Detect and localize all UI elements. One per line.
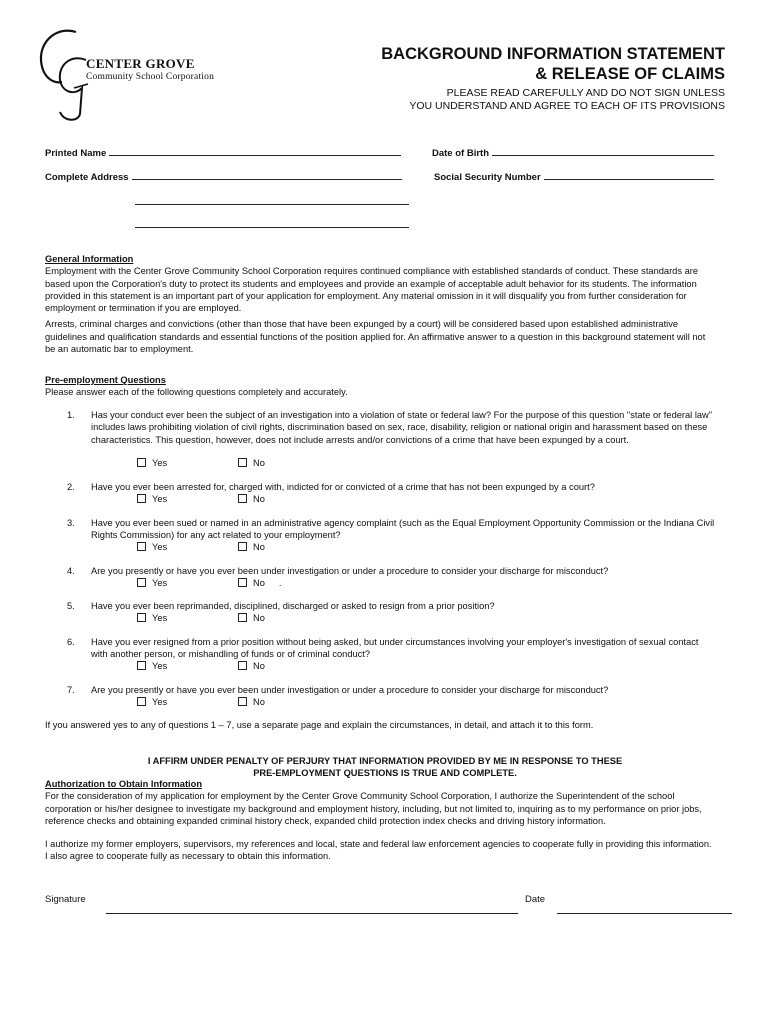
- no-label: No: [253, 458, 265, 468]
- question-number: 4.: [67, 566, 75, 576]
- preemployment-section: [45, 374, 715, 399]
- checkbox[interactable]: [137, 494, 146, 503]
- authorization-section: [45, 778, 715, 863]
- q4-no-suffix: .: [278, 578, 282, 588]
- address-line-2[interactable]: [135, 204, 409, 205]
- question-number: 7.: [67, 685, 75, 695]
- general-para-2: Arrests, criminal charges and convictions (other than those that have been expunged by a court) will be considered based upon established administrative guidelines and qualification standards and essential functions of the position applied for. An affirmative answer to a question in this background statement will not be an automatic bar to employment.: [45, 319, 706, 355]
- org-name: CENTER GROVE: [86, 56, 195, 71]
- q7-no-option[interactable]: [238, 696, 265, 708]
- general-heading: General Information: [45, 254, 134, 264]
- checkbox[interactable]: [137, 613, 146, 622]
- checkbox[interactable]: [238, 542, 247, 551]
- affirmation-statement: [45, 755, 725, 780]
- signature-line[interactable]: [106, 913, 518, 914]
- checkbox[interactable]: [238, 458, 247, 467]
- question-text: Are you presently or have you ever been under investigation or under a procedure to consider your discharge for misconduct?: [91, 566, 609, 576]
- address-line-1[interactable]: [132, 170, 402, 180]
- q4-yes-option[interactable]: [137, 577, 167, 589]
- checkbox[interactable]: [238, 661, 247, 670]
- q4-no-option[interactable]: [238, 577, 281, 589]
- yes-label: Yes: [152, 458, 168, 468]
- notice-line-1: PLEASE READ CAREFULLY AND DO NOT SIGN UNLESS: [446, 87, 725, 99]
- title-line-1: BACKGROUND INFORMATION STATEMENT: [381, 45, 725, 63]
- preemployment-intro: Please answer each of the following questions completely and accurately.: [45, 387, 348, 398]
- q1-yes-option[interactable]: [137, 457, 167, 469]
- address-label: Complete Address: [45, 172, 129, 183]
- checkbox[interactable]: [238, 578, 247, 587]
- preemployment-heading: Pre-employment Questions: [45, 375, 166, 385]
- authorization-para-1: For the consideration of my application for employment by the Center Grove Community School Corporation, I authorize the Superintendent of the school corporation or his/her designee to investigate my background and employment history, including, but not limited to, inquiring as to my performance on prior jobs, reference checks and obtaining expanded criminal history check, expanded child protection index checks and driving history information.: [45, 791, 702, 826]
- title-line-2: & RELEASE OF CLAIMS: [535, 65, 725, 83]
- question-text: Have you ever been sued or named in an administrative agency complaint (such as the Equal Employment Opportunity Commission or the Indiana Civil Rights Commission) for any act related to your employment?: [91, 518, 715, 541]
- q1-no-option[interactable]: [238, 457, 265, 469]
- checkbox[interactable]: [238, 494, 247, 503]
- q3-yes-option[interactable]: [137, 541, 167, 553]
- yes-label: Yes: [152, 542, 168, 552]
- notice: [409, 87, 725, 112]
- ssn-line[interactable]: [544, 170, 714, 180]
- q2-no-option[interactable]: [238, 493, 265, 505]
- q5-yes-option[interactable]: [137, 612, 167, 624]
- checkbox[interactable]: [137, 542, 146, 551]
- ssn-field[interactable]: [434, 170, 714, 183]
- signature-label: Signature: [45, 894, 86, 905]
- q3-no-option[interactable]: [238, 541, 265, 553]
- printed-name-line[interactable]: [109, 146, 401, 156]
- printed-name-field[interactable]: [45, 146, 401, 159]
- ssn-label: Social Security Number: [434, 172, 541, 183]
- question-number: 1.: [67, 410, 75, 420]
- q7-yes-option[interactable]: [137, 696, 167, 708]
- no-label: No: [253, 697, 265, 707]
- authorization-para-2: I authorize my former employers, supervisors, my references and local, state and federal law enforcement agencies to cooperate fully in providing this information. I also agree to cooperate fully as necessary to obtain this information.: [45, 839, 712, 862]
- question-number: 3.: [67, 518, 75, 528]
- checkbox[interactable]: [238, 697, 247, 706]
- question-text: Has your conduct ever been the subject of an investigation into a violation of state or federal law? For the purpose of this question "state or federal law" includes laws prohibiting violation of civil rights, discrimination based on sex, race, disability, religion or national origin and harassment based on these characteristics. This question, however, does not include arrests and/or convictions of a crime that have been expunged by a court.: [91, 410, 713, 445]
- no-label: No: [253, 578, 265, 588]
- no-label: No: [253, 613, 265, 623]
- dob-label: Date of Birth: [432, 148, 489, 159]
- yes-label: Yes: [152, 661, 168, 671]
- address-field[interactable]: [45, 170, 402, 183]
- q5-no-option[interactable]: [238, 612, 265, 624]
- date-line[interactable]: [557, 913, 732, 914]
- org-subname: Community School Corporation: [86, 72, 215, 82]
- checkbox[interactable]: [137, 458, 146, 467]
- question-text: Are you presently or have you ever been under investigation or under a procedure to consider your discharge for misconduct?: [91, 685, 609, 695]
- affirm-line-2: PRE-EMPLOYMENT QUESTIONS IS TRUE AND COMPLETE.: [253, 768, 517, 779]
- q6-yes-option[interactable]: [137, 660, 167, 672]
- notice-line-2: YOU UNDERSTAND AND AGREE TO EACH OF ITS PROVISIONS: [409, 99, 725, 112]
- checkbox[interactable]: [137, 661, 146, 670]
- question-text: Have you ever resigned from a prior position without being asked, but under circumstances involving your employer's investigation of sexual contact with another person, or mishandling of funds or of criminal conduct?: [91, 637, 699, 660]
- question-number: 2.: [67, 482, 75, 492]
- authorization-heading: Authorization to Obtain Information: [45, 779, 202, 789]
- org-logo: [36, 26, 236, 122]
- no-label: No: [253, 661, 265, 671]
- question-text: Have you ever been reprimanded, disciplined, discharged or asked to resign from a prior position?: [91, 601, 495, 611]
- q6-no-option[interactable]: [238, 660, 265, 672]
- dob-line[interactable]: [492, 146, 714, 156]
- question-number: 6.: [67, 637, 75, 647]
- date-label: Date: [525, 894, 546, 905]
- yes-label: Yes: [152, 613, 168, 623]
- no-label: No: [253, 542, 265, 552]
- affirm-line-1: I AFFIRM UNDER PENALTY OF PERJURY THAT INFORMATION PROVIDED BY ME IN RESPONSE TO THESE: [147, 756, 623, 766]
- checkbox[interactable]: [137, 578, 146, 587]
- yes-label: Yes: [152, 578, 168, 588]
- checkbox[interactable]: [137, 697, 146, 706]
- no-label: No: [253, 494, 265, 504]
- printed-name-label: Printed Name: [45, 148, 107, 159]
- q2-yes-option[interactable]: [137, 493, 167, 505]
- dob-field[interactable]: [432, 146, 714, 159]
- question-number: 5.: [67, 601, 75, 611]
- page-title: [381, 44, 725, 84]
- address-line-3[interactable]: [135, 227, 409, 228]
- checkbox[interactable]: [238, 613, 247, 622]
- followup-instruction: If you answered yes to any of questions 1 – 7, use a separate page and explain the circumstances, in detail, and attach it to this form.: [45, 720, 594, 730]
- yes-label: Yes: [152, 697, 168, 707]
- general-para-1: Employment with the Center Grove Community School Corporation requires continued compliance with established standards of conduct. These standards are based upon the Corporation's duty to protect its students and employees and provide an example of acceptable adult behavior for its students. The information provided in this statement is an important part of your application for employment. Any material omission in it will disqualify you from further consideration for employment or termination if you are employed.: [45, 266, 699, 314]
- general-information: [45, 253, 715, 355]
- question-text: Have you ever been arrested for, charged with, indicted for or convicted of a crime that has not been expunged by a court?: [91, 482, 595, 492]
- yes-label: Yes: [152, 494, 168, 504]
